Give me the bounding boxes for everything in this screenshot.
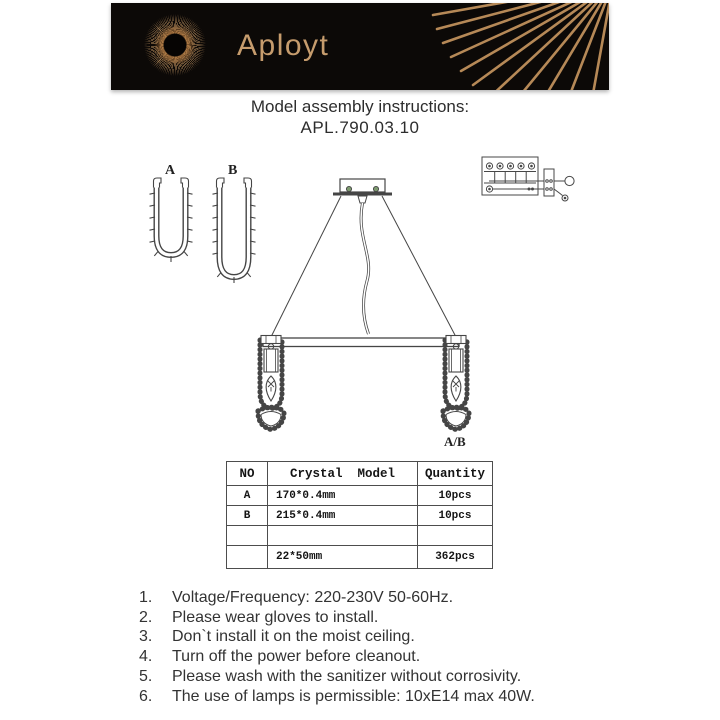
pendant-ab-label: A/B xyxy=(444,434,466,449)
page-title: Model assembly instructions: xyxy=(250,97,470,116)
pendant-left xyxy=(258,336,284,430)
pendant-right xyxy=(443,336,469,430)
instructions-list xyxy=(139,588,619,706)
table-header-row xyxy=(227,462,493,486)
instruction-item: 3. Don`t install it on the moist ceiling. xyxy=(139,628,415,646)
table-row: B 215*0.4mm 10pcs xyxy=(227,506,493,526)
instruction-item: 2. Please wear gloves to install. xyxy=(139,608,379,626)
crystal-strand-a xyxy=(154,178,189,255)
crystal-parts-table xyxy=(226,461,493,569)
instruction-item: 1. Voltage/Frequency: 220-230V 50-60Hz. xyxy=(139,589,454,606)
instruction-item: 5. Please wash with the sanitizer without corrosivity. xyxy=(139,667,522,685)
chandelier-drawing xyxy=(263,179,459,347)
crystal-strand-b xyxy=(217,178,252,277)
col-header-model: Crystal Model xyxy=(268,462,418,486)
strand-b-label: B xyxy=(228,163,238,178)
table-row: 22*50mm 362pcs xyxy=(227,546,493,569)
col-header-quantity: Quantity xyxy=(418,462,493,486)
brand-name: Aployt xyxy=(237,29,330,62)
instruction-item: 4. Turn off the power before cleanout. xyxy=(139,648,421,666)
instruction-item: 6. The use of lamps is permissible: 10xE14 max 40W. xyxy=(139,687,535,705)
wiring-diagram xyxy=(482,157,574,201)
table-row: A 170*0.4mm 10pcs xyxy=(227,486,493,506)
strand-a-label: A xyxy=(165,163,176,178)
model-number: APL.790.03.10 xyxy=(300,118,420,137)
table-row xyxy=(227,526,493,546)
col-header-no: NO xyxy=(227,462,268,486)
